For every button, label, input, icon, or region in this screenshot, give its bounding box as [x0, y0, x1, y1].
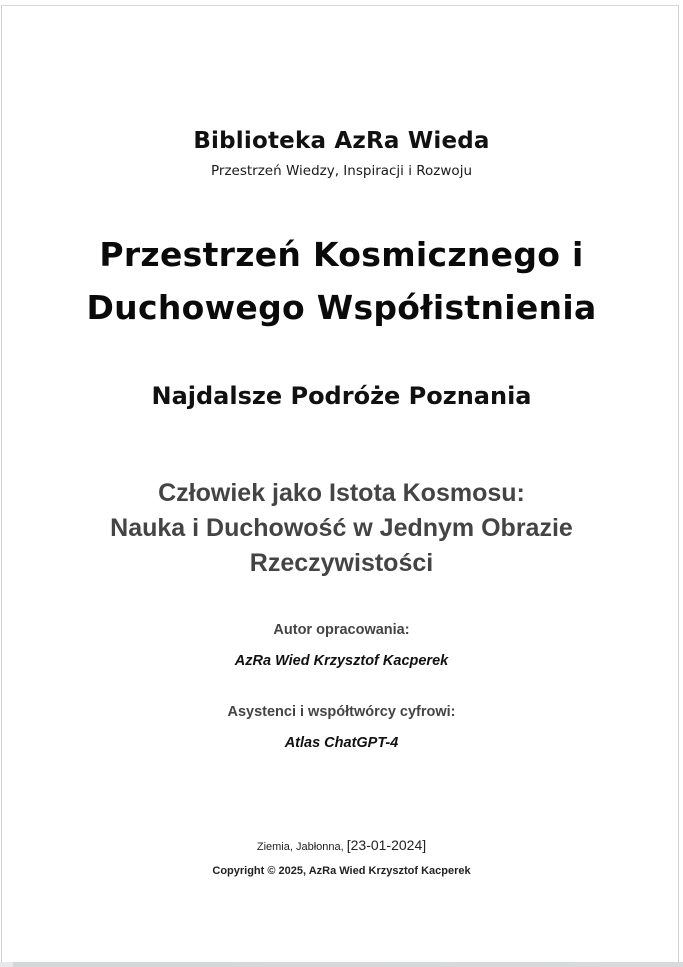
library-name: Biblioteka AzRa Wieda — [193, 128, 490, 154]
date-text: [23-01-2024] — [346, 837, 427, 853]
author-label: Autor opracowania: — [273, 622, 410, 638]
subtitle-line-3: Rzeczywistości — [249, 549, 434, 577]
assistants-label: Asystenci i współtwórcy cyfrowi: — [227, 704, 456, 720]
assistants-name: Atlas ChatGPT-4 — [284, 735, 399, 751]
library-tagline: Przestrzeń Wiedzy, Inspiracji i Rozwoju — [211, 163, 472, 179]
document-title-line-1: Przestrzeń Kosmicznego i — [99, 235, 584, 274]
subtitle-line-1: Człowiek jako Istota Kosmosu: — [158, 479, 525, 507]
author-name: AzRa Wied Krzysztof Kacperek — [234, 653, 449, 669]
place-and-date — [0, 837, 683, 853]
document-title-line-2: Duchowego Współistnienia — [86, 288, 597, 327]
document-subtitle — [0, 476, 683, 581]
subtitle-line-2: Nauka i Duchowość w Jednym Obrazie — [110, 514, 573, 542]
series-title: Najdalsze Podróże Poznania — [151, 382, 532, 410]
copyright-notice: Copyright © 2025, AzRa Wied Krzysztof Kacperek — [212, 865, 471, 877]
horizontal-scrollbar[interactable] — [0, 962, 683, 967]
place-text: Ziemia, Jabłonna, — [256, 841, 347, 853]
document-title — [0, 228, 683, 334]
